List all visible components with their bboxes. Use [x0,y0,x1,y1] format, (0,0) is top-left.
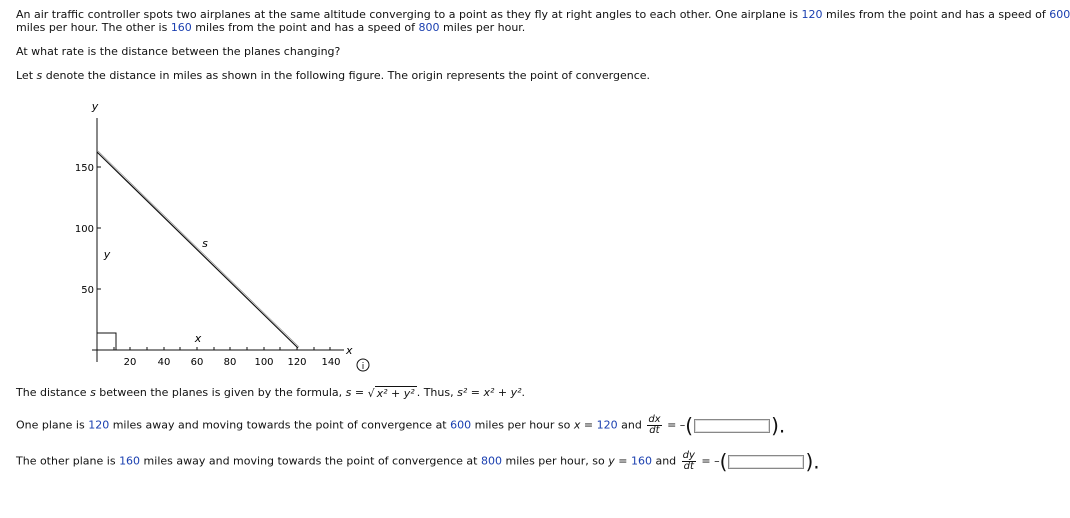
formula-line: The distance s between the planes is given by the formula, s = √ x² + y² . Thus, s² = x² + y². [16,386,525,400]
x-tick-label: 20 [123,357,137,368]
x-tick-label: 40 [157,357,171,368]
y-side-label: y [103,248,111,261]
y-axis-label: y [91,100,99,113]
problem-line-2: miles per hour. The other is 160 miles from the point and has a speed of 800 miles per hour. [16,21,526,34]
x-tick-label: 100 [254,357,274,368]
y-tick-label: 150 [74,163,94,174]
x-tick-label: 120 [287,357,307,368]
dxdt-answer-input[interactable] [694,419,770,433]
hypotenuse-line [97,152,298,348]
info-icon[interactable] [357,359,369,372]
y-tick-label: 100 [74,224,94,235]
x-tick-label: 140 [321,357,341,368]
svg-text:i: i [361,362,365,372]
dydt-fraction: $\frac{dy}{dt}$ [682,450,695,472]
dxdt-line: One plane is 120 miles away and moving towards the point of convergence at 600 miles per hour so x = 120 and $\frac{dx}{dt}$ = –( ). [16,413,786,438]
y-tick-label: 50 [81,285,94,296]
dxdt-fraction: $\frac{dx}{dt}$ [648,414,661,436]
x-axis-label: x [346,344,353,357]
x-side-label: x [194,332,202,345]
s-label: s [202,237,208,250]
x-tick-label: 60 [190,357,204,368]
problem-let-statement: Let s denote the distance in miles as shown in the following figure. The origin represents the point of convergence. [16,69,651,82]
problem-question: At what rate is the distance between the planes changing? [16,45,341,58]
dydt-line: The other plane is 160 miles away and moving towards the point of convergence at 800 miles per hour, so y = 160 and $\frac{dy}{dt}$ = –( ). [16,449,820,474]
sqrt-symbol: √ x² + y² [367,386,415,400]
dydt-answer-input[interactable] [728,455,804,469]
problem-line-1: An air traffic controller spots two airplanes at the same altitude converging to a point as they fly at right angles to each other. One airplane is 120 miles from the point and has a speed of 600 [16,8,1070,21]
x-tick-label: 80 [223,357,237,368]
right-angle-marker [97,333,116,350]
figure-diagram [0,0,400,380]
